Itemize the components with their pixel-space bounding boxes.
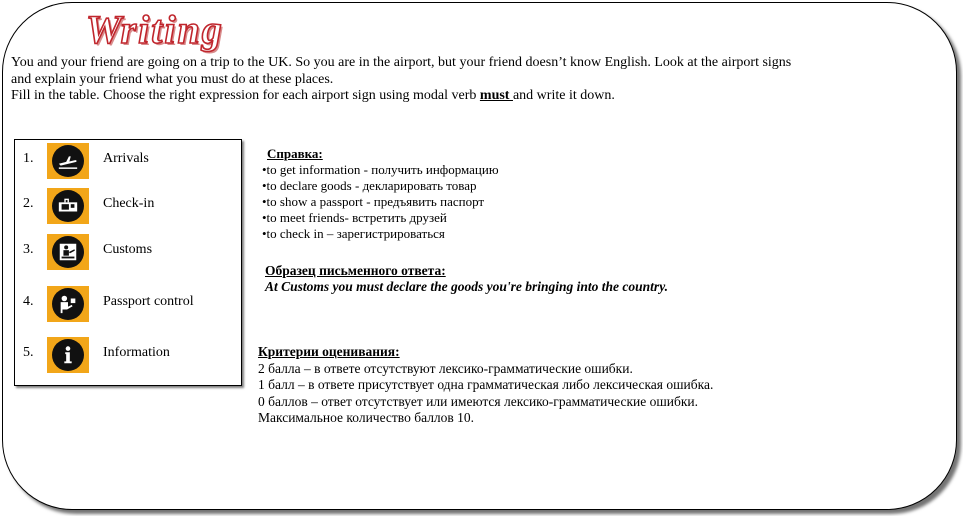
sign-number: 4.	[23, 294, 34, 309]
sign-row-customs	[15, 234, 241, 270]
info-icon	[47, 337, 89, 373]
criteria-heading: Критерии оценивания:	[258, 344, 400, 359]
instructions-paragraph-2	[11, 88, 811, 105]
criteria-line: 1 балл – в ответе присутствует одна грамматическая либо лексическая ошибка.	[258, 377, 714, 392]
customs-officer-icon	[47, 234, 89, 270]
sample-heading: Образец письменного ответа:	[265, 263, 446, 278]
modal-verb-must: must	[479, 88, 513, 103]
reference-item: •to declare goods - декларировать товар	[262, 178, 477, 193]
passport-officer-icon	[47, 286, 89, 322]
page-title: Writing	[86, 7, 224, 52]
sample-answer-text: At Customs you must declare the goods you're bringing into the country.	[265, 279, 669, 294]
reference-heading: Справка:	[267, 146, 323, 161]
sign-label: Check-in	[103, 196, 155, 211]
sign-number: 2.	[23, 196, 34, 211]
sample-answer-block	[265, 263, 668, 295]
sign-label: Passport control	[103, 294, 194, 309]
sign-label: Information	[103, 345, 170, 360]
criteria-block	[258, 344, 713, 427]
reference-item: •to check in – зарегистрироваться	[262, 226, 445, 241]
task-instructions	[11, 55, 811, 105]
sign-row-passport-control	[15, 286, 241, 322]
sign-row-information	[15, 337, 241, 373]
instructions-paragraph-1: You and your friend are going on a trip to the UK. So you are in the airport, but your friend doesn’t know English. Look at the airport signs and explain your friend what you must do at these places.	[11, 55, 792, 87]
reference-block	[262, 146, 499, 242]
reference-item: •to show a passport - предъявить паспорт	[262, 194, 485, 209]
airplane-icon	[47, 143, 89, 179]
sign-row-arrivals	[15, 143, 241, 179]
criteria-line: 2 балла – в ответе отсутствуют лексико-грамматические ошибки.	[258, 360, 633, 376]
sign-number: 3.	[23, 242, 34, 257]
instructions-text-after: and write it down.	[512, 88, 615, 103]
sign-label: Customs	[103, 242, 153, 257]
criteria-line: Максимальное количество баллов 10.	[258, 410, 475, 425]
airport-signs-box	[14, 139, 242, 386]
instructions-text-before: Fill in the table. Choose the right expression for each airport sign using modal verb	[11, 88, 480, 103]
luggage-icon	[47, 188, 89, 224]
sign-label: Arrivals	[103, 151, 149, 166]
criteria-line: 0 баллов – ответ отсутствует или имеются лексико-грамматические ошибки.	[258, 393, 698, 409]
sign-number: 5.	[23, 345, 34, 360]
sign-row-check-in	[15, 188, 241, 224]
reference-item: •to meet friends- встретить друзей	[262, 210, 447, 225]
reference-item: •to get information - получить информацию	[262, 162, 499, 177]
sign-number: 1.	[23, 151, 34, 166]
